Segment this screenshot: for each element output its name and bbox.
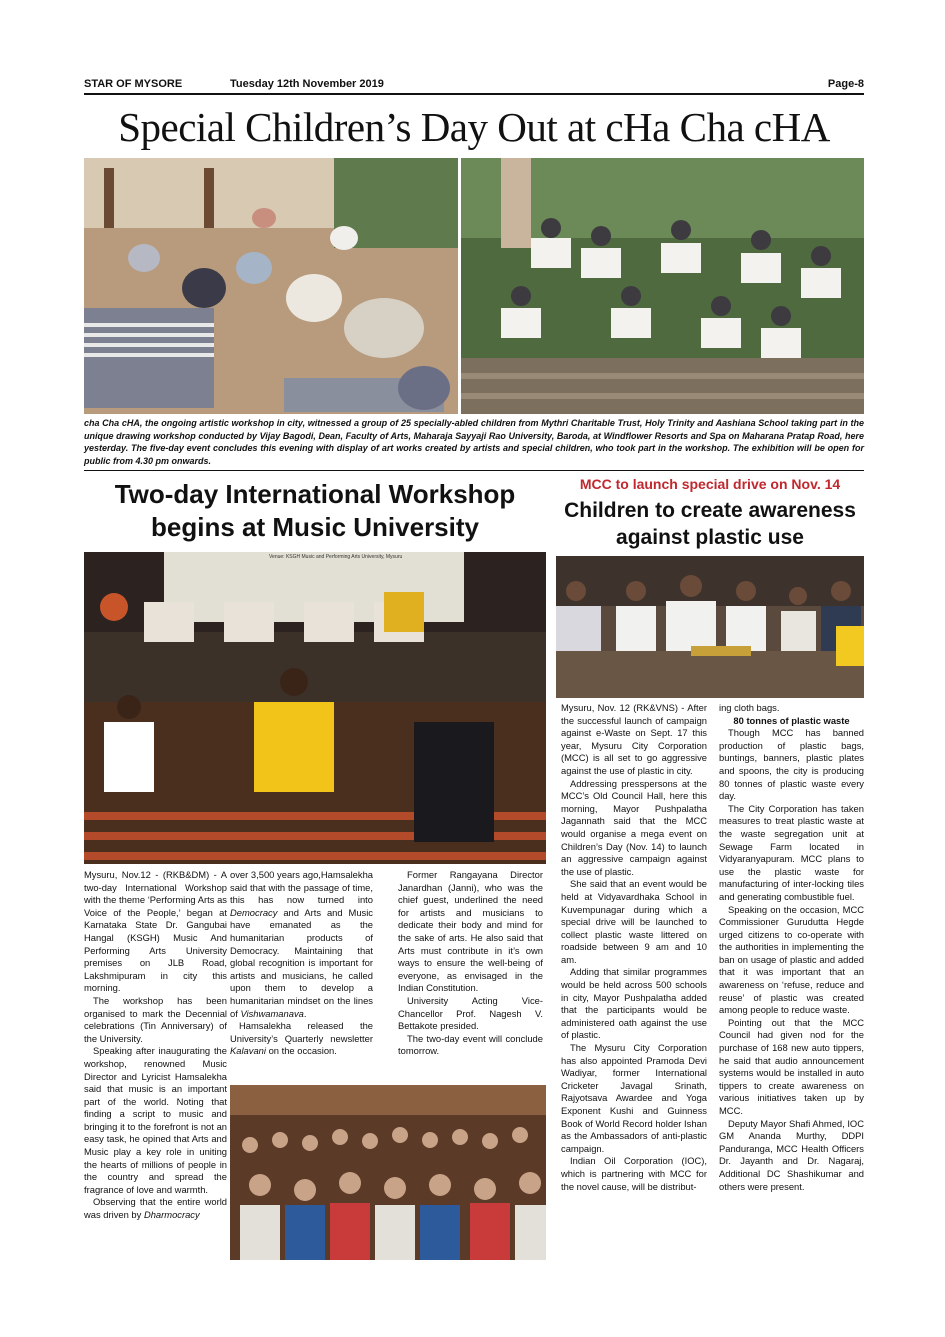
music-story-col-1	[84, 869, 227, 1222]
mcc-para-1: Mysuru, Nov. 12 (RK&VNS) - After the successful launch of campaign against e-Waste on Sept. 17 this year, Mysuru City Corporation (MCC) is all set to go aggressive against the use of plastic in city.	[561, 702, 707, 776]
photo-caption: cha Cha cHA, the ongoing artistic workshop in city, witnessed a group of 25 specially-abled children from Mythri Charitable Trust, Holy Trinity and Aashiana School taking part in the unique drawing workshop conducted by Vijay Bagodi, Dean, Faculty of Arts, Maharaja Sayyaji Rao University, Baroda, at Windflower Resorts and Spa on Maharana Pratap Road, here yesterday. The five-day event concludes this evening with display of art works created by artists and special children, who took part in the workshop. The exhibition will be open for public from 4.30 pm onwards.	[84, 418, 864, 466]
music-headline-line-1: Two-day International Workshop	[114, 479, 516, 509]
issue-date: Tuesday 12th November 2019	[230, 78, 384, 90]
music-para-2: The workshop has been organised to mark the Decennial celebrations (Tin Anniversary) of the University.	[84, 994, 227, 1044]
music-para-3: Speaking after inaugurating the workshop, renowned Music Director and Lyricist Hamsalekha said that music is an important part of the world. Noting that finding a script to music and bringing it to the forefront is not an easy task, he opined that Arts and Music play a key role in uniting the hearts of millions of people in the country and spread the fragrance of love and warmth.	[84, 1045, 227, 1195]
music-para-7: Former Rangayana Director Janardhan (Janni), who was the chief guest, underlined the need for artists and musicians to dedicate their body and mind for the sake of arts. He also said that Arts must contribute in it’s own ways to ensure the well-being of everyone, as envisaged in the Indian Constitution.	[398, 869, 543, 994]
music-stage-photo	[84, 552, 546, 864]
mcc-para-3: She said that an event would be held at Vidyavardhaka School in Kuvempunagar during which a special drive will be launched to collect plastic waste littered on roadside between 9 am and 10 am.	[561, 878, 707, 965]
mcc-para-5: The Mysuru City Corporation has also appointed Pramoda Devi Wadiyar, former International Cricketer Javagal Srinath, Rajyotsava Awardee and Yoga Exponent Kushi and Guinness Book of World Record holder Ishan as the Ambassadors of anti-plastic campaign.	[561, 1042, 707, 1154]
mcc-para-6: Indian Oil Corporation (IOC), which is partnering with MCC for the novel cause, will be distribut-	[561, 1155, 707, 1192]
mcc-para-12: Deputy Mayor Shafi Ahmed, IOC GM Ananda Murthy, DDPI Panduranga, MCC Health Officers Dr. Jayanth and Dr. Nagaraj, Additional DC Shashikumar and others were present.	[719, 1117, 864, 1192]
mcc-para-2: Addressing presspersons at the MCC’s Old Council Hall, here this morning, Mayor Pushpalatha Jagannath said that the MCC would organise a mega event on Children’s Day (Nov. 14) to launch an aggressive campaign against the use of plastic.	[561, 777, 707, 877]
mcc-press-meet-photo	[556, 556, 864, 698]
music-story-col-3	[398, 869, 543, 1058]
mcc-para-11: Pointing out that the MCC Council had given nod for the purchase of 168 new auto tippers, he said that audio announcement systems would be installed in auto tippers to create awareness on various initiatives taken up by MCC.	[719, 1016, 864, 1116]
music-headline-line-2: begins at Music University	[151, 512, 479, 542]
music-para-4: Observing that the entire world was driven by Dharmocracy	[84, 1196, 227, 1221]
mcc-headline-line-1: Children to create awareness	[564, 499, 856, 522]
stage-banner-text: Venue: KSGH Music and Performing Arts University, Mysuru	[269, 554, 403, 560]
music-headline	[84, 478, 546, 544]
audience-photo	[230, 1085, 546, 1260]
mcc-headline-line-2: against plastic use	[616, 526, 804, 549]
main-headline: Special Children’s Day Out at cHa Cha cHA	[118, 104, 830, 150]
mcc-kicker: MCC to launch special drive on Nov. 14	[579, 476, 841, 492]
music-story-col-2	[230, 869, 373, 1058]
mcc-para-7: ing cloth bags.	[719, 702, 780, 713]
mcc-para-8: Though MCC has banned production of plastic bags, buntings, banners, plastic plates and spoons, the city is producing 80 tonnes of plastic waste every day.	[719, 727, 864, 802]
mcc-story-col-2	[719, 702, 864, 1193]
music-para-8: University Acting Vice-Chancellor Prof. Nagesh V. Bettakote presided.	[398, 994, 543, 1032]
page-number: Page-8	[827, 78, 864, 90]
mcc-story-col-1	[561, 702, 707, 1193]
mcc-para-10: Speaking on the occasion, MCC Commissioner Gurudutta Hegde urged citizens to co-operate with the authorities in implementing the ban on usage of plastic and added that it was important that an awareness on ‘refuse, reduce and reuse’ of plastic was created among people to reduce waste.	[719, 903, 864, 1016]
caption-rule	[84, 470, 864, 471]
children-with-drawings-photo	[461, 158, 864, 414]
masthead-rule	[84, 93, 864, 95]
mcc-para-9: The City Corporation has taken measures to treat plastic waste at the waste segregation unit at Sewage Farm located in Vidyaranyapuram. MCC plans to use the plastic waste for manufacturing of inter-locking tiles and generating combustible fuel.	[719, 802, 864, 902]
music-para-9: The two-day event will conclude tomorrow.	[398, 1032, 543, 1057]
music-para-6: Hamsalekha released the University’s Quarterly newsletter Kalavani on the occasion.	[230, 1020, 373, 1057]
newspaper-name: STAR OF MYSORE	[84, 78, 183, 90]
music-para-1: Mysuru, Nov.12 - (RKB&DM) - A two-day International Workshop with the theme ‘Performing Arts as Voice of the People,’ began at Karnataka State Dr. Gangubai Hangal (KSGH) Music And Performing Arts University premises on JLB Road, Lakshmipuram in city this morning.	[84, 869, 227, 994]
mcc-headline	[556, 497, 864, 551]
music-para-5: over 3,500 years ago,Hamsalekha said that with the passage of time, this has now turned into Democracy and Arts and Music have emanated as the humanitarian products of Democracy. Maintaining that global recognition is important for artists and musicians, he called upon them to develop a humanitarian mindset on the lines of Vishwamanava.	[230, 869, 373, 1019]
mcc-subhead: 80 tonnes of plastic waste	[733, 714, 850, 726]
drawing-workshop-photo	[84, 158, 458, 414]
mcc-para-4: Adding that similar programmes would be held across 500 schools in city, Mayor Pushpalatha added that the participants would be administered oath against the use of plastic.	[561, 966, 707, 1041]
